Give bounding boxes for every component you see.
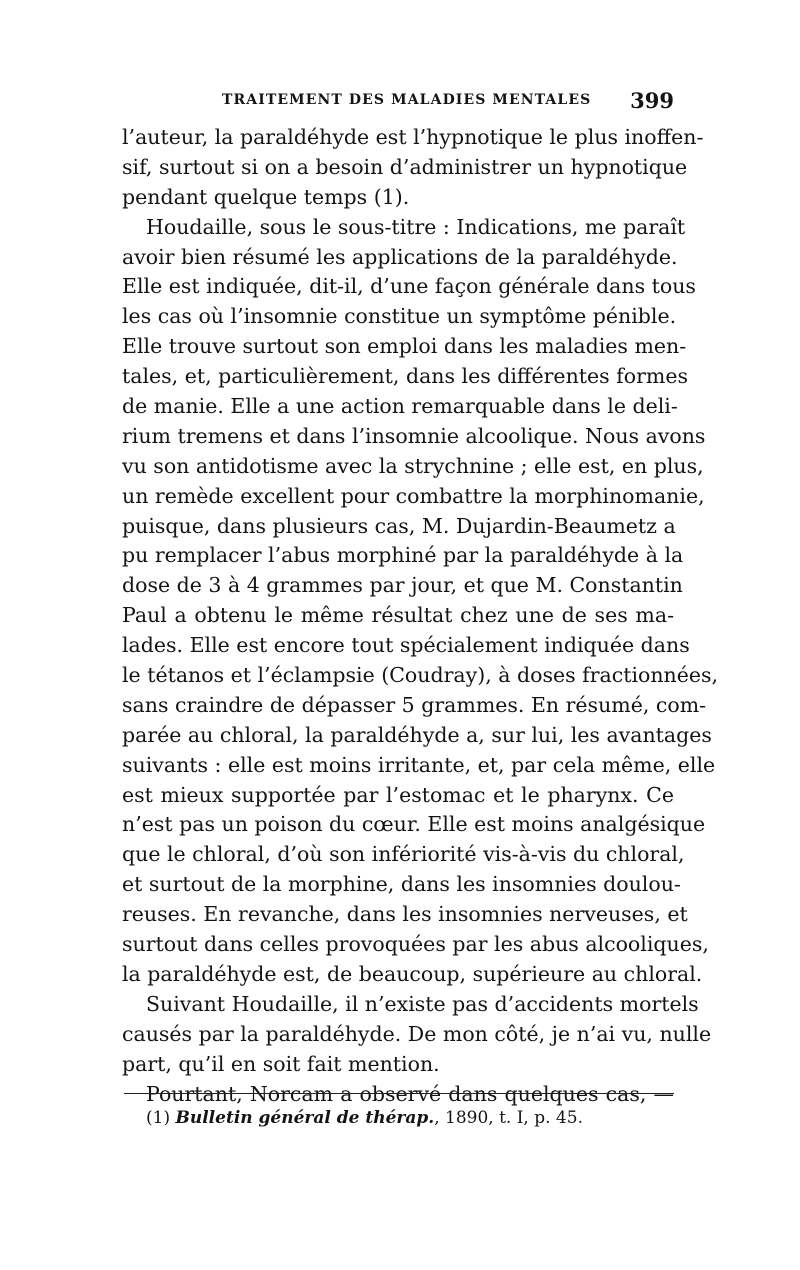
text-line: n’est pas un poison du cœur. Elle est moins analgésique xyxy=(122,812,706,837)
footnote-journal: Bulletin général de thérap. xyxy=(175,1108,435,1128)
text-line: reuses. En revanche, dans les insomnies nerveuses, et xyxy=(122,902,688,927)
text-line: et surtout de la morphine, dans les insomnies doulou- xyxy=(122,872,681,897)
text-line: surtout dans celles provoquées par les abus alcooliques, xyxy=(122,932,709,957)
running-title: TRAITEMENT DES MALADIES MENTALES xyxy=(222,92,592,108)
text-line: Elle est indiquée, dit-il, d’une façon générale dans tous xyxy=(122,274,696,299)
text-line: avoir bien résumé les applications de la paraldéhyde. xyxy=(122,244,678,269)
text-line: sif, surtout si on a besoin d’administrer un hypnotique xyxy=(122,154,688,179)
page-header xyxy=(222,88,674,114)
text-line: dose de 3 à 4 grammes par jour, et que M. Constantin xyxy=(122,573,683,598)
footnote-divider xyxy=(124,1093,674,1094)
text-line: vu son antidotisme avec la strychnine ; elle est, en plus, xyxy=(122,453,704,478)
footnote-marker: (1) xyxy=(146,1108,171,1128)
text-line: part, qu’il en soit fait mention. xyxy=(122,1051,440,1076)
text-line: lades. Elle est encore tout spécialement indiquée dans xyxy=(122,633,690,658)
text-line: sans craindre de dépasser 5 grammes. En résumé, com- xyxy=(122,692,707,717)
text-line: tales, et, particulièrement, dans les différentes formes xyxy=(122,364,688,389)
text-line: Elle trouve surtout son emploi dans les maladies men- xyxy=(122,334,687,359)
text-line: l’auteur, la paraldéhyde est l’hypnotique le plus inoffen- xyxy=(122,125,704,149)
text-line: le tétanos et l’éclampsie (Coudray), à doses fractionnées, xyxy=(122,663,719,688)
text-line: Paul a obtenu le même résultat chez une de ses ma- xyxy=(122,603,674,628)
footnote-citation: , 1890, t. I, p. 45. xyxy=(434,1108,583,1128)
text-line: suivants : elle est moins irritante, et, par cela même, elle xyxy=(122,752,716,777)
text-line: de manie. Elle a une action remarquable dans le deli- xyxy=(122,394,678,419)
body-text xyxy=(122,123,719,1109)
text-line: Suivant Houdaille, il n’existe pas d’accidents mortels xyxy=(146,991,699,1016)
text-line: parée au chloral, la paraldéhyde a, sur lui, les avantages xyxy=(122,722,712,747)
page-number: 399 xyxy=(630,88,674,113)
text-line: les cas où l’insomnie constitue un symptôme pénible. xyxy=(122,304,677,329)
text-line: la paraldéhyde est, de beaucoup, supérieure au chloral. xyxy=(122,961,703,986)
text-line: rium tremens et dans l’insomnie alcoolique. Nous avons xyxy=(122,423,706,448)
footnote xyxy=(146,1108,583,1128)
text-line: pu remplacer l’abus morphiné par la paraldéhyde à la xyxy=(122,543,684,568)
text-line: est mieux supportée par l’estomac et le pharynx. Ce xyxy=(122,782,674,807)
text-line: puisque, dans plusieurs cas, M. Dujardin-Beaumetz a xyxy=(122,513,676,538)
text-line: que le chloral, d’où son infériorité vis-à-vis du chloral, xyxy=(122,842,685,867)
text-line: causés par la paraldéhyde. De mon côté, je n’ai vu, nulle xyxy=(122,1021,712,1046)
text-line: un remède excellent pour combattre la morphinomanie, xyxy=(122,483,705,508)
text-line: Houdaille, sous le sous-titre : Indications, me paraît xyxy=(146,214,686,239)
text-line: pendant quelque temps (1). xyxy=(122,184,410,209)
text-line: Pourtant, Norcam a observé dans quelques cas, — xyxy=(146,1081,674,1106)
